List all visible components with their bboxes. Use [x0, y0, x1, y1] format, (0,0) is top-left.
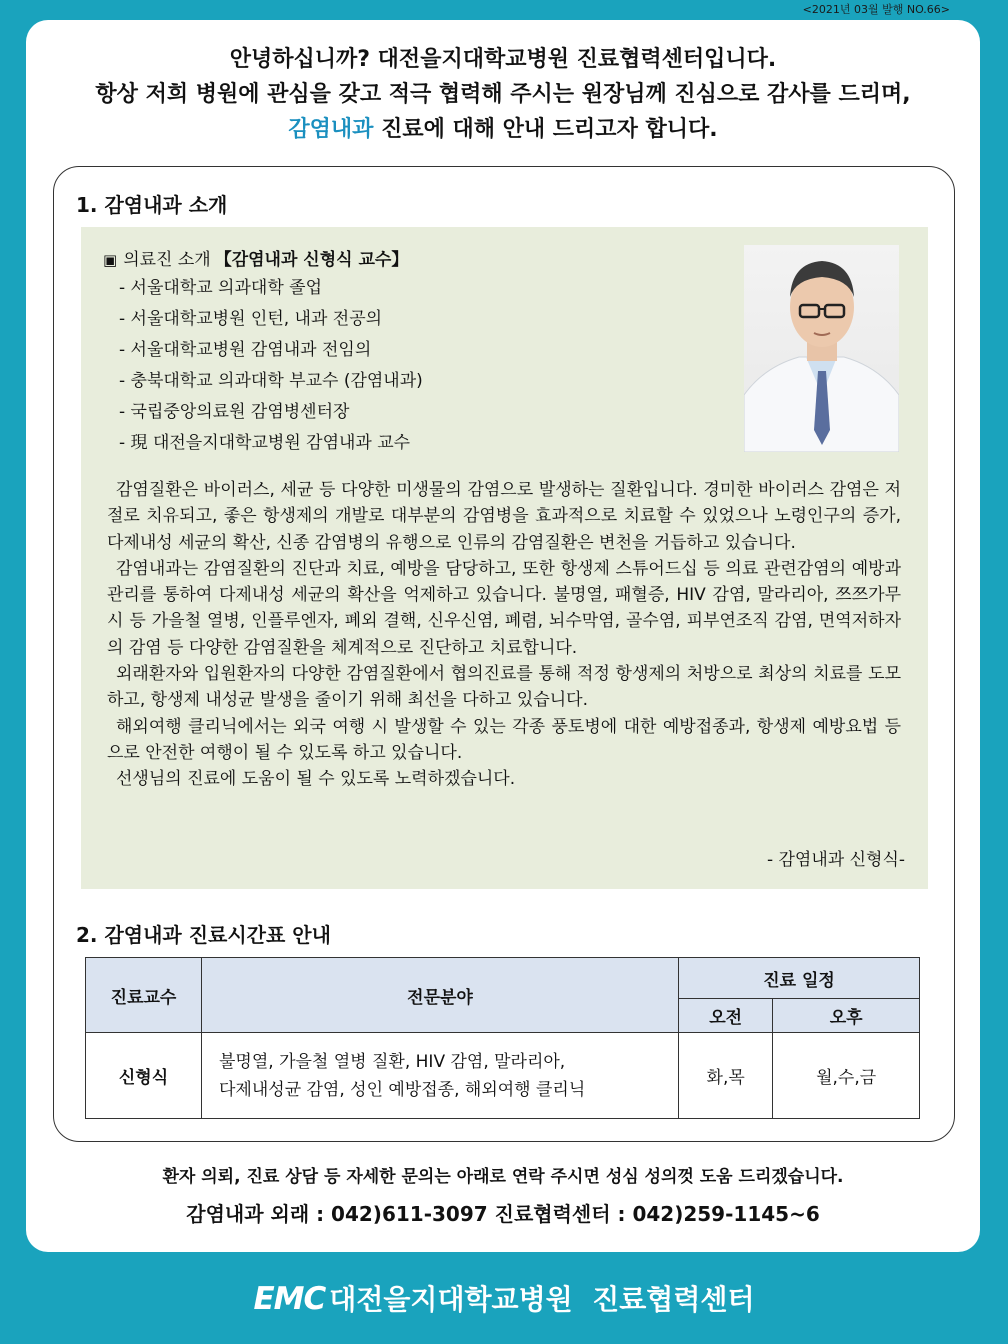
career-item: - 現 대전을지대학교병원 감염내과 교수: [119, 428, 423, 459]
header-specialty: 전문분야: [202, 958, 679, 1033]
specialty-line: 불명열, 가을철 열병 질환, HIV 감염, 말라리아,: [219, 1051, 566, 1072]
department-intro-box: [81, 227, 928, 889]
center-name: 진료협력센터: [592, 1283, 755, 1316]
intro-paragraph: 감염질환은 바이러스, 세균 등 다양한 미생물의 감염으로 발생하는 질환입니다. 경미한 바이러스 감염은 저절로 치유되고, 좋은 항생제의 개발로 대부분의 감염병을 효과적으로 치료할 수 있었으나 노령인구의 증가, 다제내성 세균의 확산, 신종 감염병의 유행으로 인류의 감염질환은 변천을 거듭하고 있습니다.: [107, 480, 901, 553]
schedule-table: [85, 957, 920, 1119]
cell-specialty: [202, 1033, 679, 1119]
header-schedule: 진료 일정: [679, 958, 920, 999]
career-list: [119, 273, 423, 459]
intro-paragraph: 외래환자와 입원환자의 다양한 감염질환에서 협의진료를 통해 적정 항생제의 처방으로 최상의 치료를 도모하고, 항생제 내성균 발생을 줄이기 위해 최선을 다하고 있습니다.: [107, 664, 901, 711]
greeting-line-1: 안녕하십니까? 대전을지대학교병원 진료협력센터입니다.: [229, 47, 777, 72]
department-highlight: 감염내과: [288, 117, 374, 142]
signature: - 감염내과 신형식-: [766, 850, 905, 870]
intro-paragraph: 감염내과는 감염질환의 진단과 치료, 예방을 담당하고, 또한 항생제 스튜어드십 등 의료 관련감염의 예방과 관리를 통하여 다제내성 세균의 확산을 억제하고 있습니다. 불명열, 패혈증, HIV 감염, 말라리아, 쯔쯔가무시 등 가을철 열병, 인플루엔자, 폐외 결핵, 신우신염, 폐렴, 뇌수막염, 골수염, 피부연조직 감염, 면역저하자의 감염 등 다양한 감염질환을 체계적으로 진단하고 치료합니다.: [107, 558, 901, 658]
career-item: - 서울대학교 의과대학 졸업: [119, 273, 423, 304]
staff-name: 【감염내과 신형식 교수】: [214, 250, 409, 270]
section-2-title: 2. 감염내과 진료시간표 안내: [76, 923, 331, 947]
greeting-line-3: [26, 112, 980, 147]
square-bullet-icon: ▣: [103, 251, 118, 269]
career-item: - 충북대학교 의과대학 부교수 (감염내과): [119, 366, 423, 397]
staff-label: 의료진 소개: [123, 250, 211, 270]
newsletter-card: [26, 20, 980, 1252]
hospital-name: 대전을지대학교병원: [329, 1283, 573, 1316]
header-am: 오전: [679, 999, 773, 1033]
career-item: - 서울대학교병원 감염내과 전임의: [119, 335, 423, 366]
issue-note: <2021년 03월 발행 NO.66>: [802, 3, 950, 16]
emc-logo: EMC: [253, 1281, 326, 1317]
career-item: - 서울대학교병원 인턴, 내과 전공의: [119, 304, 423, 335]
greeting: [26, 42, 980, 147]
greeting-line-2: 항상 저희 병원에 관심을 갖고 적극 협력해 주시는 원장님께 진심으로 감사를 드리며,: [95, 82, 911, 107]
staff-heading: [103, 245, 408, 270]
section-1-title: 1. 감염내과 소개: [76, 193, 228, 217]
specialty-line: 다제내성균 감염, 성인 예방접종, 해외여행 클리닉: [219, 1079, 586, 1100]
intro-paragraph: 선생님의 진료에 도움이 될 수 있도록 노력하겠습니다.: [116, 769, 516, 790]
header-pm: 오후: [773, 999, 920, 1033]
doctor-photo: [744, 245, 899, 452]
contact-line-1: 환자 의뢰, 진료 상담 등 자세한 문의는 아래로 연락 주시면 성심 성의껏 도움 드리겠습니다.: [162, 1167, 844, 1187]
greeting-line-3-rest: 진료에 대해 안내 드리고자 합니다.: [373, 117, 718, 142]
table-row: [86, 1033, 920, 1119]
contact-info: [26, 1162, 980, 1227]
table-header-row: [86, 958, 920, 999]
intro-paragraph: 해외여행 클리닉에서는 외국 여행 시 발생할 수 있는 각종 풍토병에 대한 예방접종과, 항생제 예방요법 등으로 안전한 여행이 될 수 있도록 하고 있습니다.: [107, 716, 901, 763]
cell-am: 화,목: [679, 1033, 773, 1119]
header-doctor: 진료교수: [86, 958, 202, 1033]
intro-text: [107, 477, 901, 793]
footer-brand: [0, 1278, 1008, 1318]
cell-doctor: 신형식: [86, 1033, 202, 1119]
career-item: - 국립중앙의료원 감염병센터장: [119, 397, 423, 428]
contact-line-2: 감염내과 외래 : 042)611-3097 진료협력센터 : 042)259-1145~6: [186, 1202, 820, 1226]
cell-pm: 월,수,금: [773, 1033, 920, 1119]
content-frame: [53, 166, 955, 1142]
